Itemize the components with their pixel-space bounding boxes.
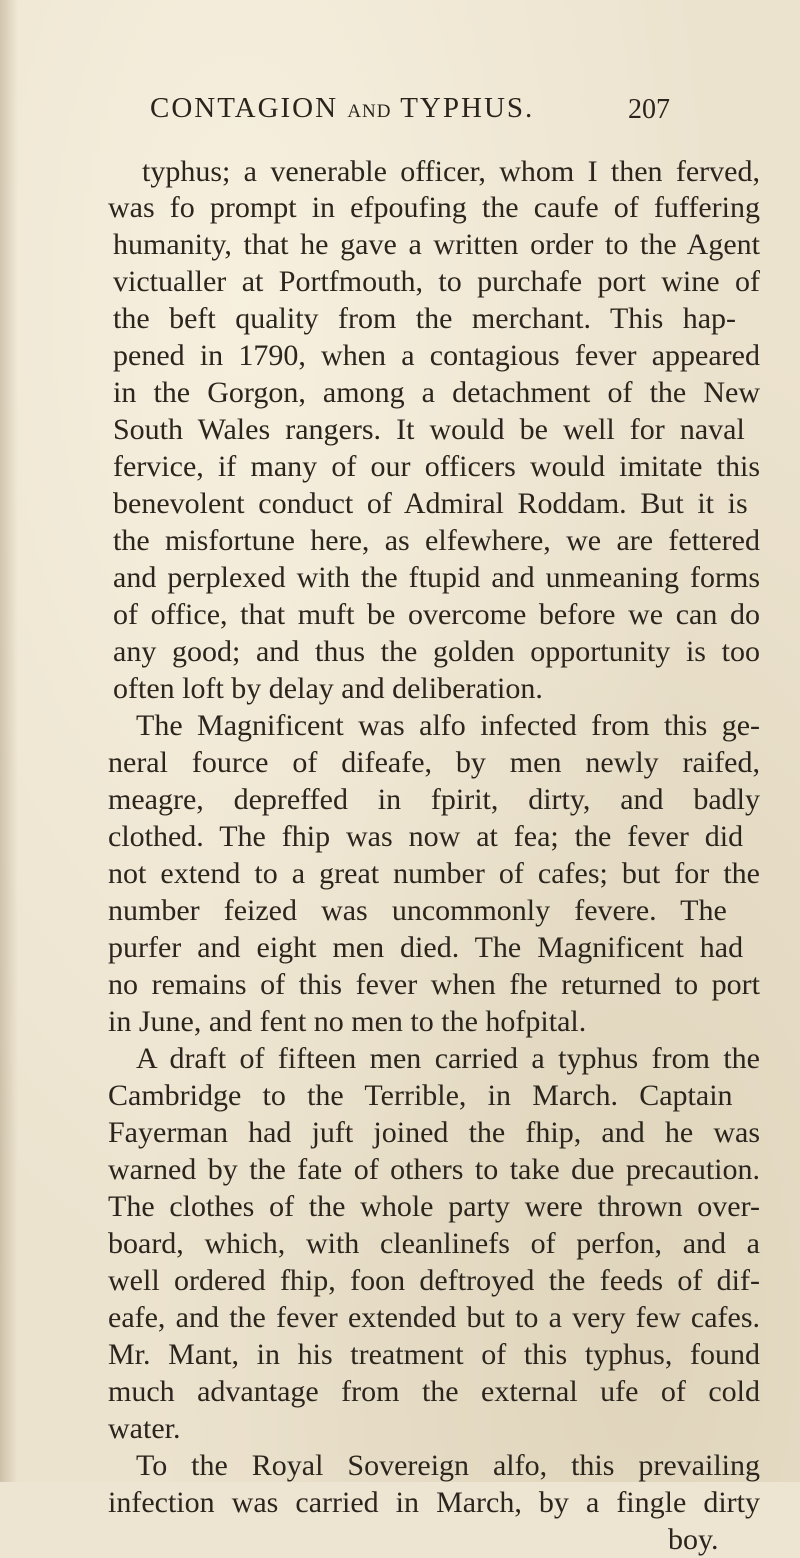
text-line: The clothes of the whole party were thrown over- [108,1190,760,1223]
text-line: A draft of fifteen men carried a typhus from the [136,1042,760,1075]
text-line: board, which, with cleanlinefs of perfon, and a [108,1227,760,1260]
text-line: eafe, and the fever extended but to a very few cafes. [108,1301,760,1334]
text-line: number feized was uncommonly fevere. The [108,894,727,927]
catchword: boy. [668,1523,719,1556]
text-line: typhus; a venerable officer, whom I then ferved, [142,155,760,188]
text-line: South Wales rangers. It would be well for naval [113,413,745,446]
text-line: water. [108,1412,181,1445]
page-number: 207 [628,94,670,125]
text-line: Mr. Mant, in his treatment of this typhus, found [108,1338,760,1371]
text-line: neral fource of difeafe, by men newly raifed, [108,746,760,779]
running-head-title-rest: TYPHUS. [400,92,535,124]
text-line: any good; and thus the golden opportunity is too [113,635,760,668]
text-line: pened in 1790, when a contagious fever appeared [113,339,760,372]
running-head-and: AND [347,101,392,122]
page-header [150,92,710,132]
text-line: often loft by delay and deliberation. [113,672,543,705]
text-line: purfer and eight men died. The Magnificent had [108,931,744,964]
text-line: in June, and fent no men to the hofpital. [108,1005,587,1038]
text-line: and perplexed with the ftupid and unmeaning forms [113,561,760,594]
text-line: in the Gorgon, among a detachment of the New [113,376,760,409]
text-line: humanity, that he gave a written order to the Agent [113,228,760,261]
text-line: not extend to a great number of cafes; but for the [108,857,760,890]
text-line: meagre, depreffed in fpirit, dirty, and badly [108,783,760,816]
running-head [150,92,534,125]
text-line: Fayerman had juft joined the fhip, and he was [108,1116,760,1149]
running-head-title: CONTAGION [150,92,339,124]
text-line: Cambridge to the Terrible, in March. Captain [108,1079,733,1112]
text-line: warned by the fate of others to take due precaution. [108,1153,760,1186]
text-line: fervice, if many of our officers would imitate this [113,450,760,483]
text-line: was fo prompt in efpoufing the caufe of fuffering [108,191,760,224]
text-line: The Magnificent was alfo infected from this ge- [136,709,760,742]
text-line: benevolent conduct of Admiral Roddam. But it is [113,487,748,520]
text-line: infection was carried in March, by a fingle dirty [108,1486,760,1519]
text-line: the beft quality from the merchant. This hap- [113,302,737,335]
text-line: of office, that muft be overcome before we can do [113,598,760,631]
text-line: To the Royal Sovereign alfo, this prevailing [136,1449,760,1482]
text-line: victualler at Portfmouth, to purchafe port wine of [113,265,760,298]
text-line: no remains of this fever when fhe returned to port [108,968,760,1001]
text-line: well ordered fhip, foon deftroyed the feeds of dif- [108,1264,760,1297]
text-line: the misfortune here, as elfewhere, we are fettered [113,524,760,557]
text-line: clothed. The fhip was now at fea; the fever did [108,820,744,853]
text-line: much advantage from the external ufe of cold [108,1375,760,1408]
